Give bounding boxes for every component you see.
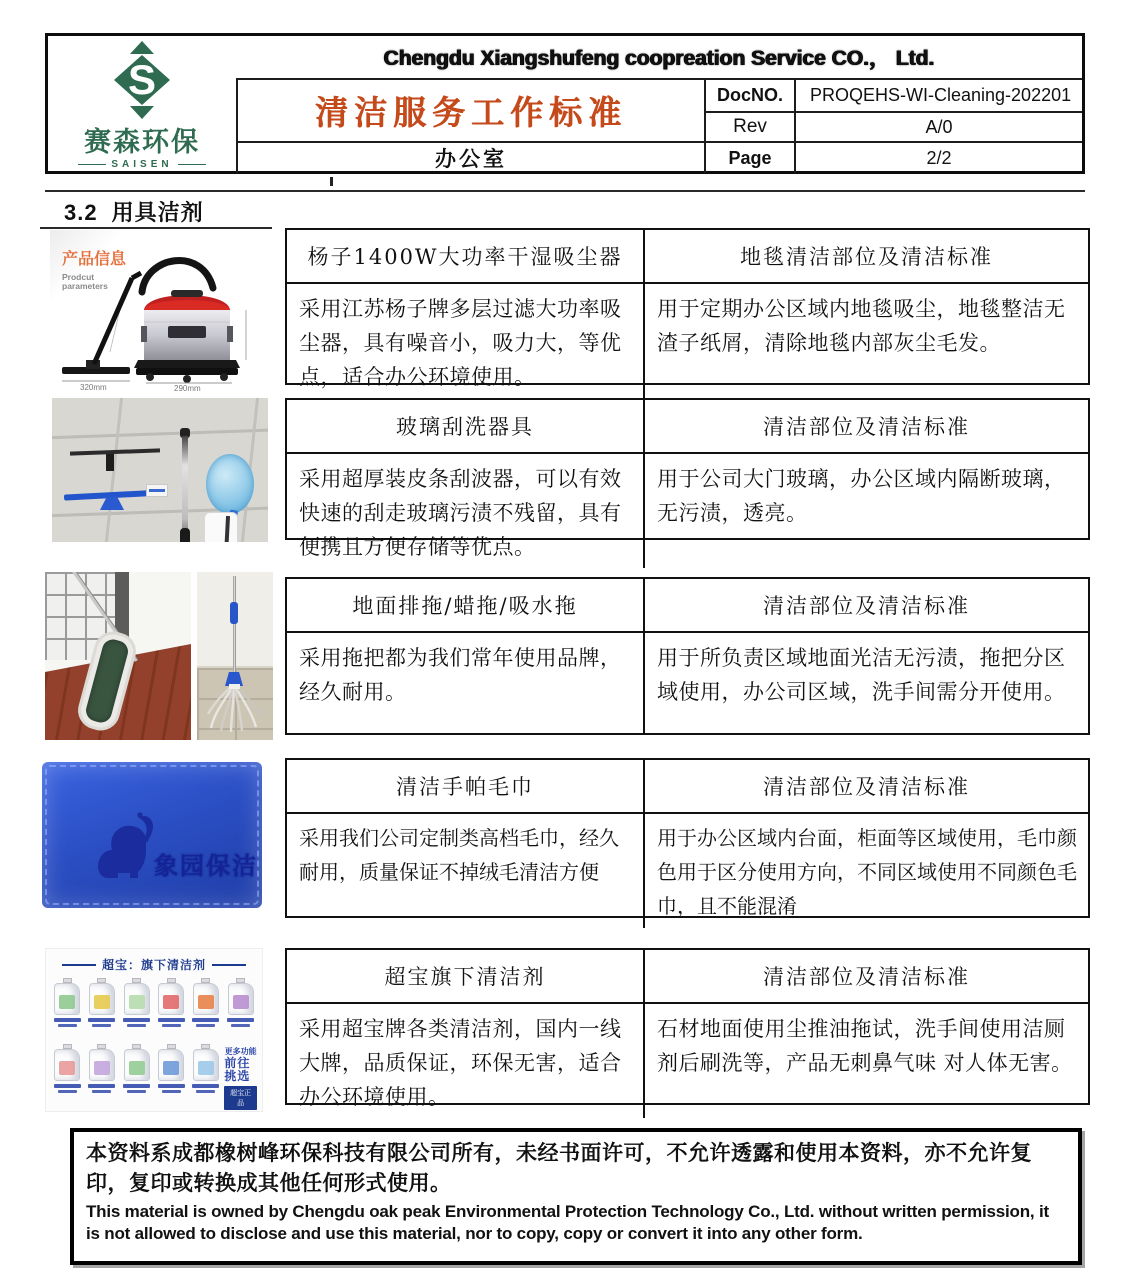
logo-chinese-name: 赛森环保	[84, 127, 200, 157]
doc-no-value: PROQEHS-WI-Cleaning-202201	[794, 78, 1082, 111]
cleaner-jug	[155, 978, 188, 1041]
doc-no-label: DocNO.	[704, 78, 794, 111]
standard-table-vacuum	[285, 228, 1090, 390]
small-box	[146, 484, 168, 497]
company-name: Chengdu Xiangshufeng coopreation Service CO.， Ltd.	[383, 47, 935, 70]
tool-title-cell: 地面排拖/蜡拖/吸水拖	[287, 579, 645, 633]
dimension-label-320mm: 320mm	[80, 383, 107, 392]
cleaners-more-cell: 更多功能 前往挑选 超宝正品	[224, 1044, 257, 1107]
standard-desc-cell: 用于公司大门玻璃，办公区域内隔断玻璃，无污渍，透亮。	[657, 467, 1066, 526]
scan-artifact-tick	[330, 177, 333, 186]
standard-title-cell: 清洁部位及清洁标准	[645, 760, 1088, 814]
tool-desc-cell: 采用我们公司定制类高档毛巾，经久耐用，质量保证不掉绒毛清洁方便	[287, 814, 645, 928]
copyright-english: This material is owned by Chengdu oak peak Environmental Protection Technology Co., Ltd. without written permission, it is not allowed to disclose and use this material, nor to copy, copy or convert it into any other form.	[86, 1202, 1049, 1244]
section-divider-line	[45, 190, 1085, 192]
elephant-logo-icon	[94, 810, 158, 880]
rev-label: Rev	[704, 111, 794, 141]
section-heading	[64, 196, 218, 227]
cleaners-banner: 超宝：旗下清洁剂	[46, 949, 262, 973]
company-logo	[48, 36, 236, 173]
standard-desc-cell: 用于所负责区域地面光洁无污渍，拖把分区域使用，办公司区域，洗手间需分开使用。	[657, 646, 1066, 705]
tool-desc-cell: 采用超厚装皮条刮波器，可以有效快速的刮走玻璃污渍不残留，具有便携且方便存储等优点。	[287, 454, 645, 568]
towel-brand-text: 象园保洁	[154, 851, 258, 880]
standard-table-towel	[285, 758, 1090, 918]
mop-strings	[205, 684, 265, 734]
standard-table-glass	[285, 398, 1090, 560]
standard-table-cleaners	[285, 948, 1090, 1110]
extension-pole	[182, 436, 188, 542]
tool-desc-cell: 采用江苏杨子牌多层过滤大功率吸尘器，具有噪音小，吸力大，等优点，适合办公环境使用。	[287, 284, 645, 398]
standard-table-mops	[285, 577, 1090, 735]
vacuum-product-photo	[50, 230, 270, 392]
cleaner-jug	[190, 1044, 223, 1107]
standard-desc-cell: 用于定期办公区域内地毯吸尘，地毯整洁无渣子纸屑，清除地毯内部灰尘毛发。	[657, 297, 1066, 356]
tool-title-cell: 杨子1400W大功率干湿吸尘器	[287, 230, 645, 284]
cleaner-jug	[120, 1044, 153, 1107]
logo-english-name: SAISEN	[78, 159, 205, 170]
cleaner-jug	[190, 978, 223, 1041]
white-pad	[204, 512, 238, 542]
cleaner-jug	[51, 1044, 84, 1107]
standard-desc-cell: 石材地面使用尘推油拖试，洗手间使用洁厕剂后刷洗等，产品无刺鼻气味 对人体无害。	[657, 1017, 1073, 1076]
cleaner-jug	[224, 978, 257, 1041]
cleaner-jug	[155, 1044, 188, 1107]
standard-title-cell: 清洁部位及清洁标准	[645, 579, 1088, 633]
page-label: Page	[704, 141, 794, 173]
glass-tools-photo	[52, 398, 268, 542]
tool-desc-cell: 采用超宝牌各类清洁剂，国内一线大牌，品质保证，环保无害，适合办公环境使用。	[287, 1004, 645, 1118]
cleaner-jug	[51, 978, 84, 1041]
section-number: 3.2	[64, 200, 98, 225]
copyright-notice-box	[70, 1128, 1082, 1265]
cleaners-grid	[46, 973, 262, 1107]
product-params-line1: Prodcut	[62, 272, 95, 282]
standard-title-cell: 地毯清洁部位及清洁标准	[645, 230, 1088, 284]
window-washer-pad	[206, 454, 254, 514]
towel-photo	[42, 762, 262, 908]
section-heading-underline	[40, 227, 272, 229]
dust-mop-photo	[45, 572, 191, 740]
cleaner-jug	[120, 978, 153, 1041]
vacuum-illustration	[50, 230, 270, 392]
saisen-logo-icon	[96, 41, 188, 119]
rev-value: A/0	[794, 111, 1082, 141]
tool-title-cell: 清洁手帕毛巾	[287, 760, 645, 814]
tool-title-cell: 玻璃刮洗器具	[287, 400, 645, 454]
standard-title-cell: 清洁部位及清洁标准	[645, 400, 1088, 454]
string-mop-photo	[197, 572, 273, 740]
standard-desc-cell: 用于办公区域内台面，柜面等区域使用，毛巾颜色用于区分使用方向，不同区域使用不同颜色毛巾，且不能混淆	[657, 828, 1077, 918]
tool-title-cell: 超宝旗下清洁剂	[287, 950, 645, 1004]
document-header-table	[45, 33, 1085, 174]
dimension-label-290mm: 290mm	[174, 384, 201, 392]
section-title: 用具洁剂	[111, 200, 204, 225]
product-info-badge: 产品信息	[62, 251, 127, 268]
product-params-line2: parameters	[62, 281, 108, 291]
copyright-chinese: 本资料系成都橡树峰环保科技有限公司所有，未经书面许可，不允许透露和使用本资料，亦不允许复印，复印或转换成其他任何形式使用。	[86, 1142, 1032, 1196]
cleaner-jug	[86, 1044, 119, 1107]
document-subtitle: 办公室	[236, 141, 704, 173]
tool-desc-cell: 采用拖把都为我们常年使用品牌，经久耐用。	[287, 633, 645, 733]
cleaner-jug	[86, 978, 119, 1041]
cleaners-photo	[45, 948, 263, 1112]
svg-text:S: S	[127, 56, 157, 103]
standard-title-cell: 清洁部位及清洁标准	[645, 950, 1088, 1004]
mops-photo	[45, 572, 273, 740]
page-value: 2/2	[794, 141, 1082, 173]
document-title: 清洁服务工作标准	[236, 78, 704, 141]
